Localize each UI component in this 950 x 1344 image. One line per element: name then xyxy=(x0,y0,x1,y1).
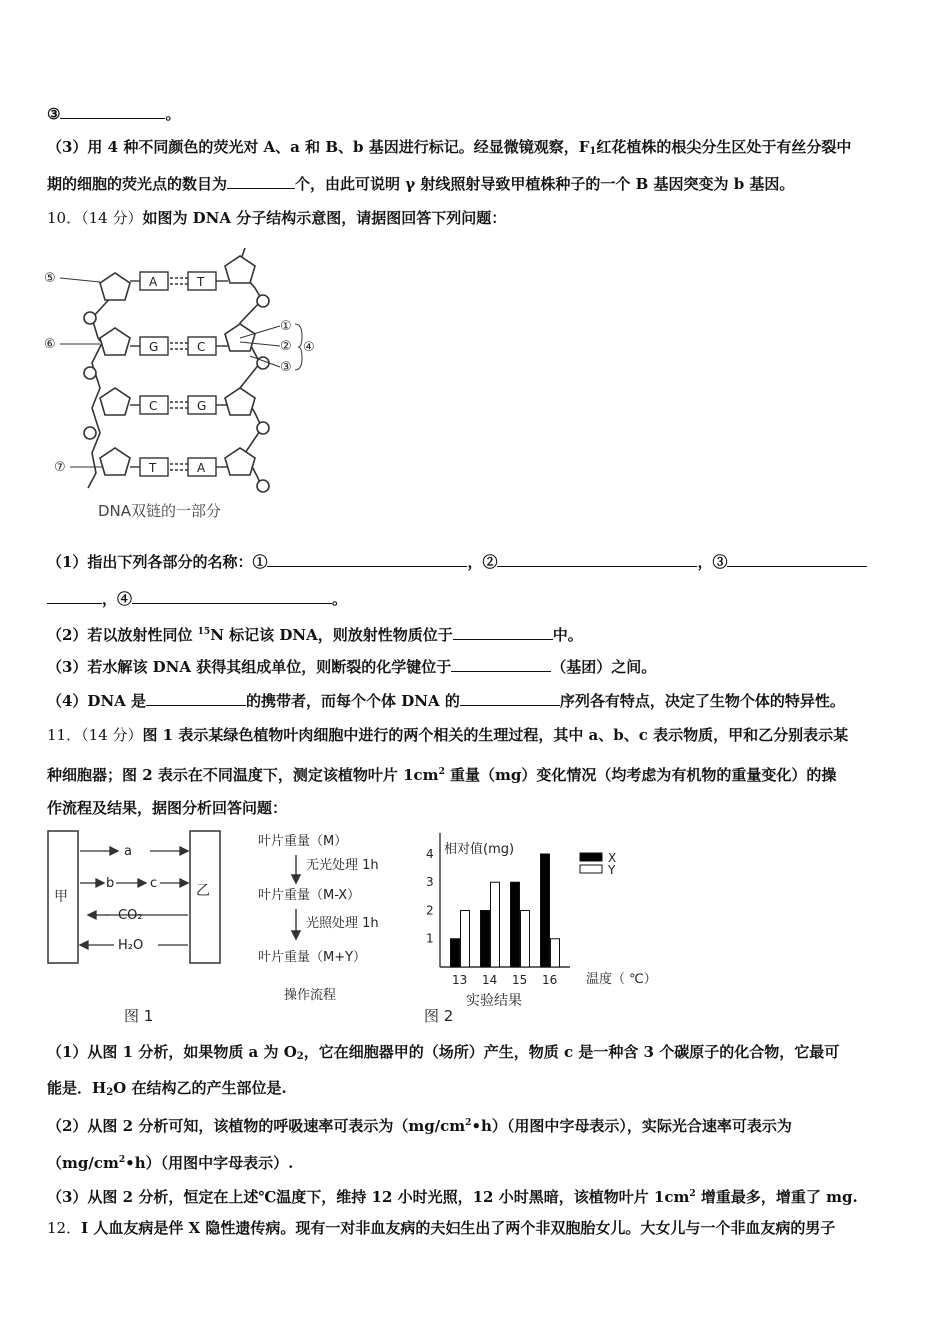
x-tick-label: 15 xyxy=(512,973,528,987)
base-letter: T xyxy=(197,275,205,289)
dna-caption: DNA双链的一部分 xyxy=(98,502,222,520)
answer-blank[interactable] xyxy=(267,551,467,567)
answer-blank[interactable] xyxy=(47,588,102,604)
bar-x xyxy=(451,939,460,967)
base-letter: G xyxy=(149,340,159,354)
label-4: ④ xyxy=(303,340,315,355)
arrow-label-a: a xyxy=(124,844,132,859)
answer-blank[interactable] xyxy=(146,690,246,706)
arrow-label-b: b xyxy=(106,876,115,891)
text-line: （3）从图 2 分析，恒定在上述℃温度下，维持 12 小时光照，12 小时黑暗，该植物叶片 $1cm^2$ 增重最多，增重了 mg. xyxy=(47,1188,858,1206)
base-letter: G xyxy=(197,399,207,413)
label-5: ⑤ xyxy=(44,271,56,286)
operation-flow xyxy=(250,825,410,1010)
bar-y xyxy=(461,910,470,967)
legend-label: X xyxy=(608,851,617,865)
text-line: （3）若水解该 DNA 获得其组成单位，则断裂的化学键位于 （基团）之间。 xyxy=(47,658,657,676)
label-3: ③ xyxy=(280,360,292,375)
yi-label: 乙 xyxy=(196,883,210,899)
bar-x xyxy=(511,882,520,967)
flow-step-1: 叶片重量（M） xyxy=(258,834,348,849)
text-line: 作流程及结果，据图分析回答问题： xyxy=(47,799,288,817)
x-tick-label: 16 xyxy=(542,973,558,987)
experiment-result-chart xyxy=(410,825,670,1030)
text-line: ③ 。 xyxy=(47,105,181,123)
deoxyribose-shape xyxy=(100,448,130,475)
text-line: 期的细胞的荧光点的数目为 个，由此可说明 γ 射线照射导致甲植株种子的一个 B 基因突变为 b 基因。 xyxy=(47,175,795,193)
y-tick-label: 3 xyxy=(426,875,434,890)
answer-blank[interactable] xyxy=(132,588,332,604)
flow-process-1: 无光处理 1h xyxy=(306,858,379,873)
question-11-title: 11．（14 分）图 1 表示某绿色植物叶肉细胞中进行的两个相关的生理过程，其中 a、b、c 表示物质，甲和乙分别表示某 xyxy=(47,726,849,744)
question-12-title: 12．I 人血友病是伴 X 隐性遗传病。现有一对非血友病的夫妇生出了两个非双胞胎女儿。大女儿与一个非血友病的男子 xyxy=(47,1219,836,1237)
figure-1 xyxy=(40,825,230,1030)
base-letter: C xyxy=(197,340,206,354)
bar-y xyxy=(551,939,560,967)
label-7: ⑦ xyxy=(54,460,66,475)
text-line: （1）指出下列各部分的名称：① ，② ，③ xyxy=(47,551,867,572)
deoxyribose-shape xyxy=(225,448,255,475)
arrow-label-co2: CO₂ xyxy=(118,908,143,923)
text-line: 种细胞器；图 2 表示在不同温度下，测定该植物叶片 $1cm^2$ 重量（mg）变化情况（均考虑为有机物的重量变化）的操 xyxy=(47,766,837,784)
label-1: ① xyxy=(280,319,292,334)
flow-step-3: 叶片重量（M+Y） xyxy=(258,950,367,965)
jia-label: 甲 xyxy=(54,889,68,905)
phosphate-circle xyxy=(257,422,269,434)
bar-y xyxy=(491,882,500,967)
phosphate-circle xyxy=(257,295,269,307)
bar-y xyxy=(521,910,530,967)
text-line: $(mg/cm^2•h)$（用图中字母表示）. xyxy=(47,1154,294,1172)
x-tick-label: 14 xyxy=(482,973,498,987)
legend-swatch xyxy=(580,865,602,873)
question-10-title: 10．（14 分）如图为 DNA 分子结构示意图，请据图回答下列问题： xyxy=(47,209,507,227)
y-tick-label: 1 xyxy=(426,931,434,946)
dna-structure-diagram xyxy=(40,238,340,528)
legend-label: Y xyxy=(608,863,616,877)
answer-blank[interactable] xyxy=(227,173,295,189)
figure-2-caption: 图 2 xyxy=(424,1007,454,1025)
chart-title: 实验结果 xyxy=(466,993,522,1009)
deoxyribose-shape xyxy=(100,273,130,300)
legend-swatch xyxy=(580,853,602,861)
deoxyribose-shape xyxy=(100,328,130,355)
answer-blank[interactable] xyxy=(453,624,553,640)
base-letter: A xyxy=(197,461,206,475)
text-line: （2）若以放射性同位 $^{15}$N 标记该 DNA，则放射性物质位于 中。 xyxy=(47,626,583,644)
deoxyribose-shape xyxy=(225,256,255,283)
flow-process-2: 光照处理 1h xyxy=(306,916,379,931)
y-axis-label: 相对值(mg) xyxy=(444,842,515,857)
figure-1-caption: 图 1 xyxy=(124,1007,154,1025)
phosphate-circle xyxy=(84,367,96,379)
label-2: ② xyxy=(280,339,292,354)
x-tick-label: 13 xyxy=(452,973,468,987)
base-letter: A xyxy=(149,275,158,289)
answer-blank[interactable] xyxy=(451,656,551,672)
x-axis-label: 温度（ ℃） xyxy=(586,972,657,987)
flow-step-2: 叶片重量（M-X） xyxy=(258,888,361,903)
text-line: （1）从图 1 分析，如果物质 a 为 $O_2$，它在细胞器甲的（场所）产生，物质 c 是一种含 3 个碳原子的化合物，它最可 xyxy=(47,1043,840,1062)
deoxyribose-shape xyxy=(225,388,255,415)
text-line: （3）用 4 种不同颜色的荧光对 A、a 和 B、b 基因进行标记。经显微镜观察，$F_1$红花植株的根尖分生区处于有丝分裂中 xyxy=(47,138,852,157)
flow-caption: 操作流程 xyxy=(284,988,337,1003)
base-letter: T xyxy=(149,461,157,475)
text-line: ，④ 。 xyxy=(47,588,347,609)
arrow-label-c: c xyxy=(150,876,158,891)
phosphate-circle xyxy=(84,312,96,324)
phosphate-circle xyxy=(257,480,269,492)
bar-x xyxy=(541,854,550,967)
answer-blank[interactable] xyxy=(60,103,165,119)
text-line: （4）DNA 是 的携带者，而每个个体 DNA 的 序列各有特点，决定了生物个体的特异性。 xyxy=(47,692,845,710)
answer-blank[interactable] xyxy=(727,551,867,567)
phosphate-circle xyxy=(84,427,96,439)
deoxyribose-shape xyxy=(100,388,130,415)
bar-x xyxy=(481,910,490,967)
text-line: （2）从图 2 分析可知，该植物的呼吸速率可表示为$(mg/cm^2•h)$（用图中字母表示），实际光合速率可表示为 xyxy=(47,1117,792,1135)
y-tick-label: 4 xyxy=(426,846,434,861)
answer-blank[interactable] xyxy=(497,551,697,567)
text-line: 能是．$H_2O$ 在结构乙的产生部位是. xyxy=(47,1079,287,1098)
arrow-label-h2o: H₂O xyxy=(118,938,144,953)
base-letter: C xyxy=(149,399,158,413)
label-6: ⑥ xyxy=(44,337,56,352)
y-tick-label: 2 xyxy=(426,903,434,918)
answer-blank[interactable] xyxy=(460,690,560,706)
